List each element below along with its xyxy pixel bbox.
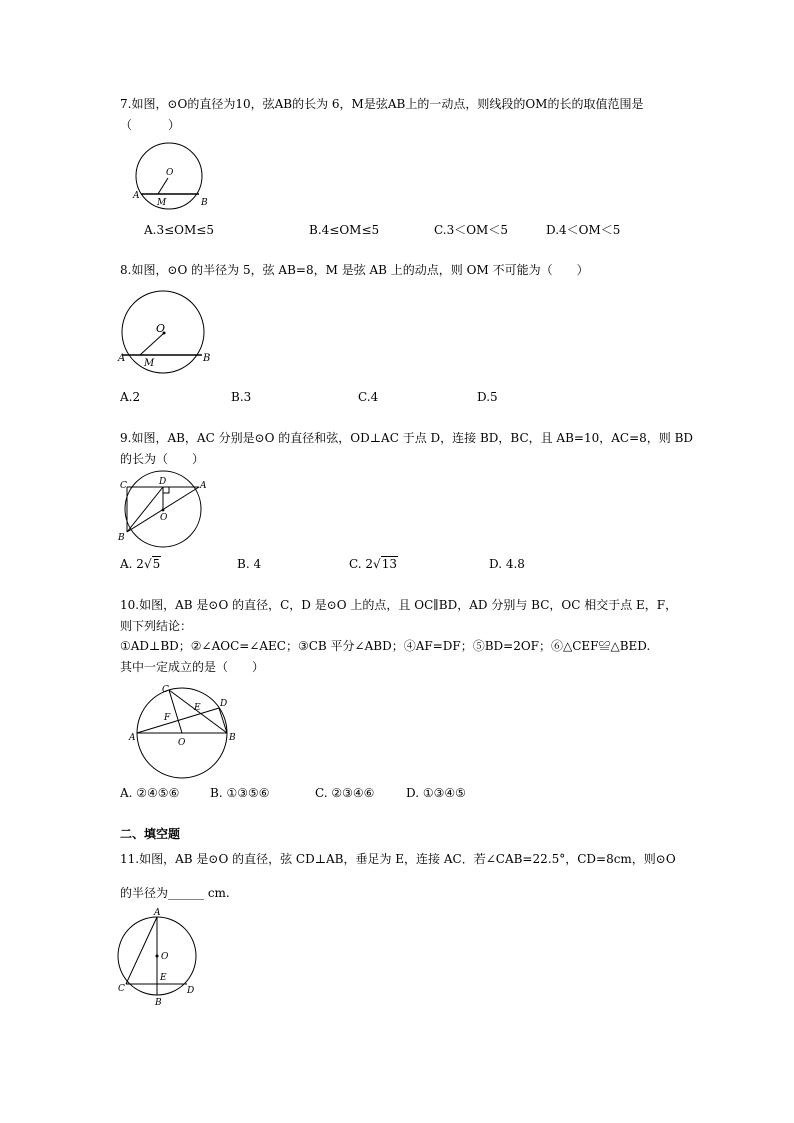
q9-option-b: B. 4 xyxy=(237,557,262,571)
q8-label-o: O xyxy=(156,322,166,335)
q8-label-m: M xyxy=(144,358,155,369)
q11-label-e: E xyxy=(160,973,167,983)
q8-option-c: C.4 xyxy=(358,390,379,404)
q10-option-d: D. ①③④⑤ xyxy=(406,786,466,800)
q8-option-b: B.3 xyxy=(231,390,252,404)
q10-label-d: D xyxy=(220,699,228,709)
q9-option-c xyxy=(349,556,398,572)
q8-label-b: B xyxy=(203,353,211,364)
q9-label-c: C xyxy=(120,481,127,491)
q11-figure xyxy=(114,907,204,1007)
q11-label-d: D xyxy=(187,986,195,996)
q10-label-o: O xyxy=(178,738,186,748)
q11-label-o: O xyxy=(161,952,169,962)
q7-option-c: C.3＜OM＜5 xyxy=(434,223,508,237)
q7-stem: 7.如图，⊙O的直径为10，弦AB的长为 6，M是弦AB上的一动点，则线段的OM的长的取值范围是 xyxy=(120,97,644,111)
q9-segment-bd xyxy=(127,487,163,532)
q9-option-a-prefix: A. 2 xyxy=(120,557,144,571)
q7-label-a: A xyxy=(133,191,140,201)
q11-stem-line2: 的半径为______ cm. xyxy=(120,886,230,900)
q10-label-b: B xyxy=(229,733,236,743)
q9-label-b: B xyxy=(118,533,125,543)
q10-option-a: A. ②④⑤⑥ xyxy=(120,786,180,800)
q11-label-c: C xyxy=(118,984,125,994)
q7-option-d: D.4＜OM＜5 xyxy=(546,223,621,237)
q10-stem-line2: 则下列结论： xyxy=(120,619,193,633)
q8-figure xyxy=(118,290,218,380)
q10-option-c: C. ②③④⑥ xyxy=(315,786,375,800)
q8-option-a: A.2 xyxy=(120,390,141,404)
q8-option-d: D.5 xyxy=(477,390,498,404)
q9-label-a: A xyxy=(200,481,207,491)
q10-stem-line1: 10.如图，AB 是⊙O 的直径，C，D 是⊙O 上的点，且 OC∥BD，AD 分别与 BC，OC 相交于点 E，F， xyxy=(120,598,678,612)
q10-figure xyxy=(126,682,242,778)
q10-label-a: A xyxy=(129,733,136,743)
q9-right-angle-mark xyxy=(163,487,169,493)
radical-icon: √ xyxy=(373,557,381,571)
q9-option-a xyxy=(120,556,161,572)
q10-label-c: C xyxy=(162,685,169,695)
section-title: 二、填空题 xyxy=(120,827,181,841)
q7-option-b: B.4≤OM≤5 xyxy=(309,223,380,237)
q7-figure xyxy=(132,142,212,214)
q10-stem-line3: ①AD⊥BD；②∠AOC=∠AEC；③CB 平分∠ABD；④AF=DF；⑤BD=2OF；⑥△CEF≌△BED. xyxy=(120,639,651,653)
q10-label-f: F xyxy=(164,713,171,723)
q9-stem-line1: 9.如图，AB，AC 分别是⊙O 的直径和弦，OD⊥AC 于点 D，连接 BD，BC，且 AB=10，AC=8，则 BD xyxy=(120,431,694,445)
q7-label-b: B xyxy=(201,198,208,208)
q9-option-d: D. 4.8 xyxy=(489,557,525,571)
q9-option-c-radicand: 13 xyxy=(381,557,397,571)
q9-center-dot xyxy=(162,509,165,512)
q7-paren: （ ） xyxy=(120,118,181,132)
q9-stem-line2: 的长为（ ） xyxy=(120,452,205,466)
q10-segment-oc xyxy=(169,690,182,733)
q11-label-a: A xyxy=(154,908,161,918)
q9-figure xyxy=(116,474,212,546)
q7-option-a: A.3≤OM≤5 xyxy=(144,223,214,237)
q10-label-e: E xyxy=(194,703,201,713)
radical-icon: √ xyxy=(143,557,152,571)
q10-segment-bd xyxy=(219,708,227,733)
q7-segment-om xyxy=(158,178,168,194)
q9-label-o: O xyxy=(160,513,168,523)
q8-label-a: A xyxy=(118,353,126,364)
q9-label-d: D xyxy=(159,477,167,487)
q9-option-a-radicand: 5 xyxy=(152,557,161,571)
q10-option-b: B. ①③⑤⑥ xyxy=(210,786,270,800)
q7-label-o: O xyxy=(166,168,174,178)
q11-label-b: B xyxy=(155,998,162,1008)
q11-center-dot xyxy=(156,955,159,958)
q8-stem: 8.如图，⊙O 的半径为 5，弦 AB=8，M 是弦 AB 上的动点，则 OM 不可能为（ ） xyxy=(120,263,589,277)
q10-stem-line4: 其中一定成立的是（ ） xyxy=(120,660,265,674)
q8-segment-om xyxy=(140,333,164,355)
q7-label-m: M xyxy=(157,198,167,208)
q11-stem-line1: 11.如图，AB 是⊙O 的直径，弦 CD⊥AB，垂足为 E，连接 AC．若∠CAB=22.5°，CD=8cm，则⊙O xyxy=(120,852,676,866)
q9-option-c-prefix: C. 2 xyxy=(349,557,374,571)
